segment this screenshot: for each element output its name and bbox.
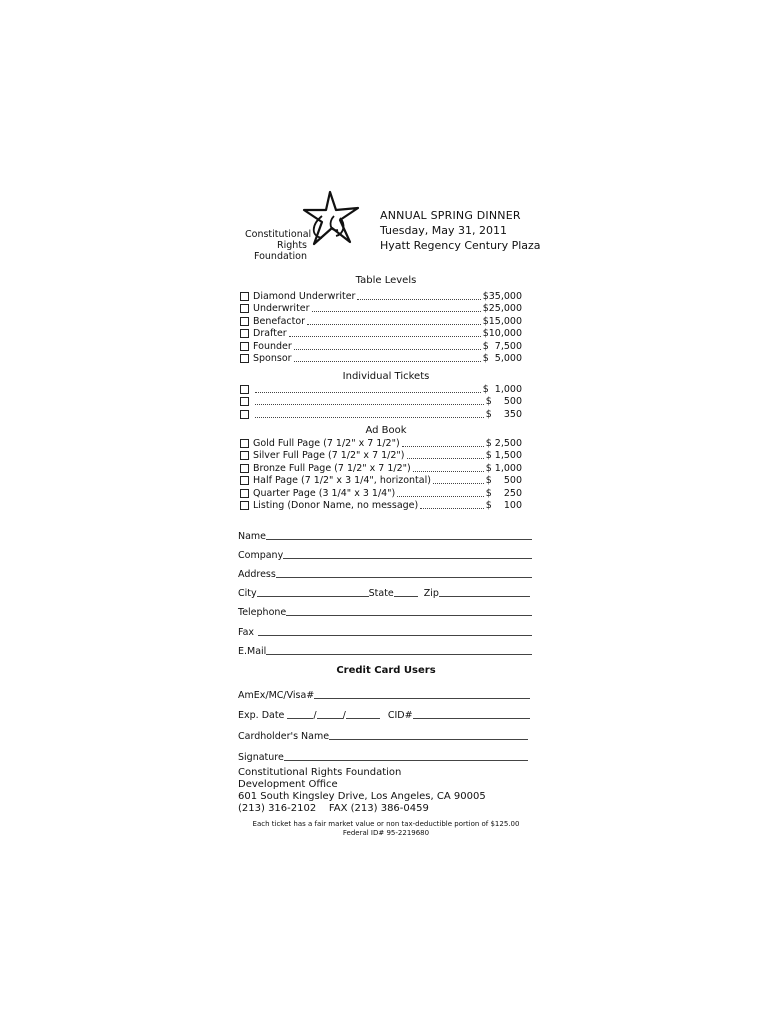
card-number-line[interactable]	[314, 697, 530, 699]
row-label: Sponsor	[253, 353, 292, 364]
table-level-row[interactable]	[240, 353, 522, 365]
ad-row[interactable]	[240, 500, 522, 512]
row-amount: $ 100	[485, 500, 522, 511]
state-label: State	[368, 588, 394, 599]
cardholder-label: Cardholder's Name	[238, 731, 330, 742]
telephone-field[interactable]	[238, 605, 532, 618]
ticket-row[interactable]	[240, 409, 522, 421]
leader-dots	[413, 470, 484, 472]
event-header	[380, 208, 541, 253]
checkbox[interactable]	[240, 292, 249, 301]
table-level-row[interactable]	[240, 291, 522, 303]
footnote-line-2: Federal ID# 95-2219680	[342, 829, 430, 837]
row-amount: $ 250	[485, 488, 522, 499]
row-amount: $ 1,000	[482, 384, 522, 395]
address-label: Address	[238, 569, 276, 580]
row-amount: $ 2,500	[485, 438, 522, 449]
cardholder-field[interactable]	[238, 729, 528, 742]
leader-dots	[294, 348, 481, 350]
checkbox[interactable]	[240, 304, 249, 313]
leader-dots	[420, 507, 484, 509]
individual-tickets-title: Individual Tickets	[342, 371, 430, 382]
row-amount: $ 500	[485, 396, 522, 407]
exp-year-line[interactable]	[346, 717, 380, 719]
ad-row[interactable]	[240, 488, 522, 500]
exp-cid-field[interactable]	[238, 708, 530, 721]
row-amount: $ 7,500	[482, 341, 522, 352]
footnote	[238, 820, 534, 838]
city-line[interactable]	[257, 595, 369, 597]
leader-dots	[294, 360, 481, 362]
name-label: Name	[238, 531, 267, 542]
leader-dots	[255, 416, 484, 418]
fax-label: Fax	[238, 627, 255, 638]
row-label: Quarter Page (3 1/4" x 3 1/4")	[253, 488, 396, 499]
name-field[interactable]	[238, 529, 532, 542]
ad-row[interactable]	[240, 475, 522, 487]
org-name-line-1: Constitutional	[245, 229, 312, 240]
leader-dots	[357, 298, 480, 300]
leader-dots	[255, 403, 484, 405]
signature-field[interactable]	[238, 750, 528, 763]
address-line-4: (213) 316-2102 FAX (213) 386-0459	[238, 803, 429, 814]
logo-text	[245, 229, 312, 262]
checkbox[interactable]	[240, 397, 249, 406]
row-label: Half Page (7 1/2" x 3 1/4", horizontal)	[253, 475, 431, 486]
table-level-row[interactable]	[240, 328, 522, 340]
fax-field[interactable]	[238, 625, 532, 638]
ad-row[interactable]	[240, 450, 522, 462]
ticket-row[interactable]	[240, 384, 522, 396]
zip-line[interactable]	[439, 595, 530, 597]
exp-slash: /	[342, 710, 346, 721]
event-date: Tuesday, May 31, 2011	[380, 224, 507, 237]
leader-dots	[255, 391, 481, 393]
address-line[interactable]	[276, 576, 532, 578]
address-line-1: Constitutional Rights Foundation	[238, 767, 402, 778]
address-line-2: Development Office	[238, 779, 338, 790]
org-name-line-2: Rights	[277, 240, 307, 251]
leader-dots	[289, 335, 481, 337]
row-label: Benefactor	[253, 316, 306, 327]
ad-row[interactable]	[240, 438, 522, 450]
checkbox[interactable]	[240, 464, 249, 473]
city-label: City	[238, 588, 257, 599]
row-label: Founder	[253, 341, 292, 352]
row-label: Silver Full Page (7 1/2" x 7 1/2")	[253, 450, 405, 461]
checkbox[interactable]	[240, 476, 249, 485]
card-number-field[interactable]	[238, 688, 530, 701]
org-name-line-3: Foundation	[253, 251, 307, 262]
telephone-label: Telephone	[238, 607, 287, 618]
credit-card-title: Credit Card Users	[336, 665, 436, 676]
row-amount: $ 1,500	[485, 450, 522, 461]
state-line[interactable]	[394, 595, 418, 597]
cid-line[interactable]	[413, 717, 530, 719]
exp-month-line[interactable]	[287, 717, 313, 719]
row-label: Drafter	[253, 328, 287, 339]
leader-dots	[402, 445, 484, 447]
signature-line[interactable]	[284, 759, 528, 761]
email-field[interactable]	[238, 644, 532, 657]
row-amount: $ 5,000	[482, 353, 522, 364]
company-field[interactable]	[238, 548, 532, 561]
cid-label: CID#	[387, 710, 413, 721]
row-amount: $15,000	[482, 316, 522, 327]
checkbox[interactable]	[240, 410, 249, 419]
leader-dots	[397, 495, 483, 497]
company-line[interactable]	[283, 557, 532, 559]
row-label: Listing (Donor Name, no message)	[253, 500, 419, 511]
table-levels-title: Table Levels	[355, 275, 417, 286]
footnote-line-1: Each ticket has a fair market value or non tax-deductible portion of $125.00	[252, 820, 520, 828]
row-label: Diamond Underwriter	[253, 291, 356, 302]
row-amount: $ 1,000	[485, 463, 522, 474]
company-label: Company	[238, 550, 284, 561]
email-label: E.Mail	[238, 646, 267, 657]
checkbox[interactable]	[240, 501, 249, 510]
checkbox[interactable]	[240, 385, 249, 394]
mailing-address	[238, 767, 486, 815]
address-field[interactable]	[238, 567, 532, 580]
table-level-row[interactable]	[240, 341, 522, 353]
exp-slash: /	[313, 710, 317, 721]
event-venue: Hyatt Regency Century Plaza	[380, 239, 541, 252]
card-number-label: AmEx/MC/Visa#	[238, 690, 315, 701]
star-crf-logo-icon	[300, 188, 364, 252]
table-level-row[interactable]	[240, 303, 522, 315]
telephone-line[interactable]	[286, 614, 532, 616]
signature-label: Signature	[238, 752, 284, 763]
row-label: Underwriter	[253, 303, 310, 314]
checkbox[interactable]	[240, 451, 249, 460]
ad-row[interactable]	[240, 463, 522, 475]
checkbox[interactable]	[240, 342, 249, 351]
zip-label: Zip	[423, 588, 439, 599]
row-label: Gold Full Page (7 1/2" x 7 1/2")	[253, 438, 400, 449]
cardholder-line[interactable]	[329, 738, 528, 740]
name-line[interactable]	[266, 538, 532, 540]
table-level-row[interactable]	[240, 316, 522, 328]
event-title: ANNUAL SPRING DINNER	[380, 209, 521, 222]
ad-book-title: Ad Book	[365, 425, 407, 436]
checkbox[interactable]	[240, 439, 249, 448]
checkbox[interactable]	[240, 329, 249, 338]
checkbox[interactable]	[240, 489, 249, 498]
email-line[interactable]	[266, 653, 532, 655]
row-amount: $ 350	[485, 409, 522, 420]
exp-day-line[interactable]	[317, 717, 343, 719]
leader-dots	[307, 323, 481, 325]
checkbox[interactable]	[240, 317, 249, 326]
leader-dots	[312, 310, 481, 312]
ticket-row[interactable]	[240, 396, 522, 408]
row-amount: $35,000	[482, 291, 522, 302]
leader-dots	[433, 482, 484, 484]
city-state-zip-field[interactable]	[238, 586, 530, 599]
row-label: Bronze Full Page (7 1/2" x 7 1/2")	[253, 463, 411, 474]
checkbox[interactable]	[240, 354, 249, 363]
address-line-3: 601 South Kingsley Drive, Los Angeles, CA 90005	[238, 791, 486, 802]
leader-dots	[407, 457, 484, 459]
row-amount: $10,000	[482, 328, 522, 339]
fax-line[interactable]	[258, 634, 532, 636]
row-amount: $25,000	[482, 303, 522, 314]
row-amount: $ 500	[485, 475, 522, 486]
exp-date-label: Exp. Date	[238, 710, 285, 721]
